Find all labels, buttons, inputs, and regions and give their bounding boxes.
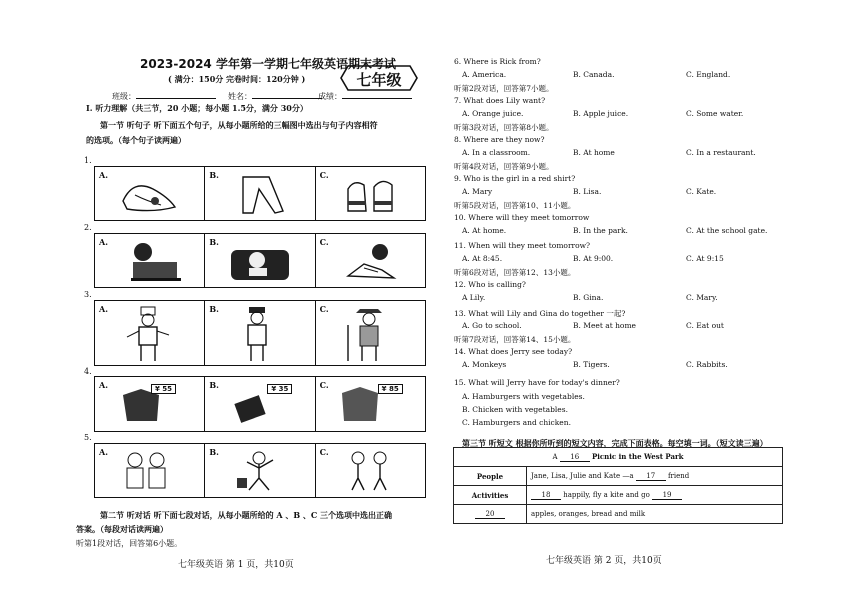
option-c[interactable]: C. [315,301,425,365]
police-officer-icon [223,305,303,363]
option-a[interactable]: A. Monkeys [462,360,507,369]
option-b[interactable]: B. At home [573,148,615,157]
page-footer: 七年级英语 第 2 页，共10页 [546,556,662,566]
page-footer: 七年级英语 第 1 页，共10页 [178,560,294,570]
section1-instructions: 第一节 听句子 听下面五个句子，从每小题所给的三幅图中选出与句子内容相符 [100,120,378,130]
girl-on-bed-icon [113,238,193,284]
question-14: 14. What does Jerry see today? [454,347,573,356]
listen-instruction: 听第1段对话，回答第6小题。 [76,539,183,548]
option-b[interactable]: B. [204,444,314,497]
option-c[interactable]: C. England. [686,70,731,79]
question-number: 2. [84,223,92,232]
food-cell: apples, oranges, bread and milk [527,505,783,524]
activities-cell: 18 happily, fly a kite and go 19 [527,486,783,505]
option-b[interactable]: B. [204,301,314,365]
option-c[interactable]: C. ¥ 85 [315,377,425,431]
option-c[interactable]: C. Some water. [686,109,744,118]
exam-subtitle: ( 满分：150分 完卷时间：120分钟 ) [168,74,306,84]
section1-instructions-2: 的选项。（每个句子读两遍） [86,135,186,145]
option-a[interactable]: A. [95,234,204,287]
option-c[interactable]: C. [315,167,425,220]
option-b[interactable]: B. Gina. [573,293,604,302]
q15-option-b[interactable]: B. Chicken with vegetables. [462,405,568,414]
question-1-images [94,166,426,221]
grade-badge-label: 七年级 [356,71,402,89]
blank-18[interactable]: 18 [531,491,561,500]
price-tag: ¥ 85 [378,384,403,394]
option-a[interactable]: A. ¥ 55 [95,377,204,431]
option-c[interactable]: C. At the school gate. [686,226,768,235]
picnic-table [453,447,783,524]
q15-option-a[interactable]: A. Hamburgers with vegetables. [462,392,585,401]
section2-instructions-2: 答案。（每段对话读两遍） [76,524,168,534]
option-c[interactable]: C. [315,234,425,287]
part1-heading: I. 听力理解（共三节，20 小题；每小题 1.5分，满分 30分） [86,103,308,113]
question-15: 15. What will Jerry have for today's dinner? [454,378,620,387]
trousers-icon [223,171,303,217]
option-a[interactable]: A. [95,301,204,365]
listen-instruction: 听第7段对话，回答第14、15小题。 [454,335,576,344]
chef-icon [113,305,193,363]
exam-title: 2023-2024 学年第一学期七年级英语期末考试 [140,57,396,71]
option-b[interactable]: B. [204,234,314,287]
people-cell: Jane, Lisa, Julie and Kate —a 17 friend [527,467,783,486]
boy-playing-icon [223,448,303,494]
question-12: 12. Who is calling? [454,280,526,289]
option-a[interactable]: A. Orange juice. [462,109,524,118]
option-a[interactable]: A. Go to school. [462,321,522,330]
score-field[interactable]: 成绩： [318,91,412,102]
option-b[interactable]: B. At 9:00. [573,254,614,263]
option-b[interactable]: B. Apple juice. [573,109,629,118]
question-5-images [94,443,426,498]
option-c[interactable]: C. Rabbits. [686,360,728,369]
gloves-icon [334,171,414,217]
section2-instructions: 第二节 听对话 听下面七段对话，从每小题所给的 A 、B 、C 三个选项中选出正确 [100,510,393,520]
children-icon [113,448,193,494]
option-b[interactable]: B. Tigers. [573,360,610,369]
name-field[interactable]: 姓名： [228,91,322,102]
question-number: 4. [84,367,92,376]
option-b[interactable]: B. Meet at home [573,321,636,330]
question-number: 1. [84,156,92,165]
blank-19[interactable]: 19 [652,491,682,500]
option-a[interactable]: A. Mary [462,187,493,196]
option-b[interactable]: B. In the park. [573,226,628,235]
row-label-people: People [454,467,527,486]
price-tag: ¥ 55 [151,384,176,394]
table-title: A 16 Picnic in the West Park [454,448,783,467]
grade-badge [340,65,418,91]
option-c[interactable]: C. In a restaurant. [686,148,756,157]
blank-16[interactable]: 16 [560,453,590,462]
option-c[interactable]: C. Mary. [686,293,718,302]
option-c[interactable]: C. [315,444,425,497]
option-a[interactable]: A. At home. [462,226,507,235]
class-field[interactable]: 班级： [112,91,216,102]
row-label-activities: Activities [454,486,527,505]
blank-20[interactable]: 20 [475,510,505,519]
question-10: 10. Where will they meet tomorrow [454,213,590,222]
shoes-icon [113,171,193,217]
option-b[interactable]: B. Lisa. [573,187,602,196]
option-a[interactable]: A Lily. [462,293,486,302]
price-tag: ¥ 35 [267,384,292,394]
row-label-food [454,505,527,524]
question-2-images [94,233,426,288]
option-a[interactable]: A. [95,167,204,220]
blank-17[interactable]: 17 [636,472,666,481]
listen-instruction: 听第6段对话，回答第12、13小题。 [454,268,576,277]
question-6: 6. Where is Rick from? [454,57,541,66]
option-c[interactable]: C. Eat out [686,321,724,330]
listen-instruction: 听第5段对话，回答第10、11小题。 [454,201,576,210]
farmer-icon [334,305,414,363]
girl-reading-icon [334,238,414,284]
question-13: 13. What will Lily and Gina do together 一起? [454,309,626,318]
option-a[interactable]: A. At 8:45. [462,254,503,263]
question-7: 7. What does Lily want? [454,96,546,105]
question-11: 11. When will they meet tomorrow? [454,241,591,250]
people-exercising-icon [334,448,414,494]
option-b[interactable]: B. ¥ 35 [204,377,314,431]
option-b[interactable]: B. Canada. [573,70,615,79]
listen-instruction: 听第2段对话，回答第7小题。 [454,84,554,93]
option-b[interactable]: B. [204,167,314,220]
option-c[interactable]: C. Kate. [686,187,717,196]
option-a[interactable]: A. America. [462,70,507,79]
q15-option-c[interactable]: C. Hamburgers and chicken. [462,418,571,427]
question-9: 9. Who is the girl in a red shirt? [454,174,576,183]
option-a[interactable]: A. In a classroom. [462,148,531,157]
listen-instruction: 听第4段对话，回答第9小题。 [454,162,554,171]
question-number: 5. [84,433,92,442]
option-a[interactable]: A. [95,444,204,497]
question-8: 8. Where are they now? [454,135,545,144]
listen-instruction: 听第3段对话，回答第8小题。 [454,123,554,132]
girl-on-sofa-icon [223,238,303,284]
section3-instructions: 第三节 听短文 根据你所听到的短文内容，完成下面表格。每空填一词。（短文读三遍） [462,438,768,448]
question-3-images [94,300,426,366]
option-c[interactable]: C. At 9:15 [686,254,724,263]
question-number: 3. [84,290,92,299]
question-4-images [94,376,426,432]
